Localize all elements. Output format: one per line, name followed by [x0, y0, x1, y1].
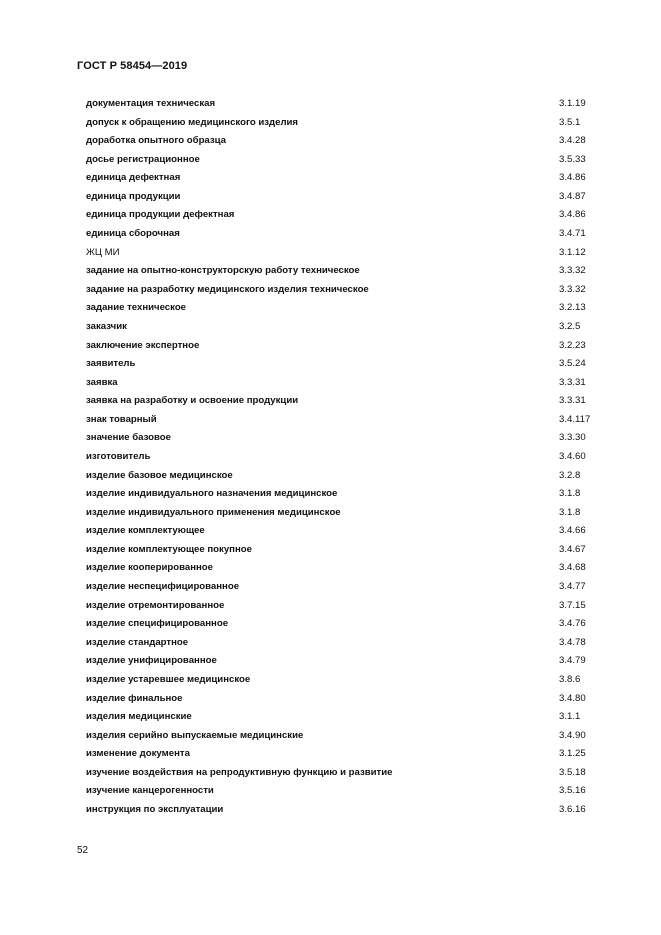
index-reference: 3.1.25 — [559, 748, 586, 760]
index-reference: 3.2.13 — [559, 302, 586, 314]
index-entry — [86, 467, 606, 486]
index-entry — [86, 374, 606, 393]
index-term: изделие отремонтированное — [86, 599, 225, 611]
index-entry — [86, 429, 606, 448]
index-term: доработка опытного образца — [86, 135, 227, 147]
index-term: задание на разработку медицинского изделия техническое — [86, 283, 369, 295]
index-term: изделие базовое медицинское — [86, 469, 233, 481]
index-term: изделие финальное — [86, 692, 183, 704]
index-entry — [86, 485, 606, 504]
index-reference: 3.4.87 — [559, 190, 586, 202]
index-term: изделие комплектующее — [86, 525, 205, 537]
index-term: ЖЦ МИ — [86, 246, 120, 258]
index-entry — [86, 708, 606, 727]
index-reference: 3.4.76 — [559, 618, 586, 630]
index-reference: 3.4.86 — [559, 172, 586, 184]
index-entry — [86, 652, 606, 671]
index-entry — [86, 690, 606, 709]
index-term: единица продукции — [86, 190, 181, 202]
index-term: изделие кооперированное — [86, 562, 213, 574]
index-entry — [86, 634, 606, 653]
index-term: изделия медицинские — [86, 711, 192, 723]
index-reference: 3.1.19 — [559, 98, 586, 109]
index-term: изменение документа — [86, 748, 190, 760]
index-entry — [86, 299, 606, 318]
index-term: изделие устаревшее медицинское — [86, 673, 251, 685]
index-entry — [86, 671, 606, 690]
index-reference: 3.3.30 — [559, 432, 586, 444]
index-reference: 3.1.12 — [559, 246, 586, 258]
index-reference: 3.3.31 — [559, 395, 586, 407]
index-reference: 3.4.71 — [559, 228, 586, 240]
index-term: заявка на разработку и освоение продукции — [86, 395, 299, 407]
index-term: инструкция по эксплуатации — [86, 803, 224, 815]
index-reference: 3.1.8 — [559, 506, 581, 518]
index-entry — [86, 281, 606, 300]
index-entry — [86, 151, 606, 170]
index-term: задание техническое — [86, 302, 187, 314]
index-reference: 3.7.15 — [559, 599, 586, 611]
index-term: допуск к обращению медицинского изделия — [86, 116, 299, 128]
index-reference: 3.5.16 — [559, 785, 586, 797]
index-reference: 3.4.90 — [559, 729, 586, 741]
index-term: изделие неспецифицированное — [86, 581, 240, 593]
index-entry — [86, 782, 606, 801]
index-term: единица продукции дефектная — [86, 209, 235, 221]
index-entry — [86, 206, 606, 225]
index-term: изучение воздействия на репродуктивную функцию и развитие — [86, 766, 393, 778]
index-reference: 3.4.117 — [559, 413, 591, 425]
index-reference: 3.5.18 — [559, 766, 586, 778]
index-term: изделие индивидуального назначения медицинское — [86, 488, 338, 500]
index-reference: 3.4.67 — [559, 543, 586, 555]
index-entry — [86, 578, 606, 597]
index-reference: 3.4.28 — [559, 135, 586, 147]
index-reference: 3.3.32 — [559, 265, 586, 277]
index-term: изделие индивидуального применения медицинское — [86, 506, 341, 518]
index-entry — [86, 262, 606, 281]
index-reference: 3.5.24 — [559, 358, 586, 370]
index-term: заявитель — [86, 358, 136, 370]
index-entry — [86, 132, 606, 151]
index-entry — [86, 188, 606, 207]
index-term: единица дефектная — [86, 172, 181, 184]
index-entry — [86, 727, 606, 746]
index-reference: 3.6.16 — [559, 803, 586, 815]
page-number: 52 — [77, 845, 89, 856]
index-term: изделие стандартное — [86, 636, 189, 648]
index-reference: 3.4.86 — [559, 209, 586, 221]
index-entry — [86, 95, 606, 114]
index-term: изучение канцерогенности — [86, 785, 214, 797]
index-reference: 3.8.6 — [559, 673, 581, 685]
index-reference: 3.5.33 — [559, 153, 586, 165]
index-entry — [86, 114, 606, 133]
index-entry — [86, 411, 606, 430]
index-entry — [86, 337, 606, 356]
index-entry — [86, 745, 606, 764]
index-entry — [86, 801, 606, 820]
index-reference: 3.5.1 — [559, 116, 581, 128]
index-entry — [86, 169, 606, 188]
index-reference: 3.3.31 — [559, 376, 586, 388]
index-reference: 3.4.80 — [559, 692, 586, 704]
index-reference: 3.2.5 — [559, 320, 581, 332]
index-reference: 3.2.23 — [559, 339, 586, 351]
index-entry — [86, 504, 606, 523]
index-term: досье регистрационное — [86, 153, 200, 165]
index-entry — [86, 597, 606, 616]
index-term: единица сборочная — [86, 228, 180, 240]
index-term: знак товарный — [86, 413, 157, 425]
index-reference: 3.1.1 — [559, 711, 581, 723]
index-entry — [86, 541, 606, 560]
index-term: изделие унифицированное — [86, 655, 217, 667]
index-term: задание на опытно-конструкторскую работу техническое — [86, 265, 360, 277]
index-term: заявка — [86, 376, 118, 388]
index-entry — [86, 615, 606, 634]
index-entry — [86, 559, 606, 578]
index-reference: 3.4.79 — [559, 655, 586, 667]
index-entry — [86, 392, 606, 411]
index-term: изделия серийно выпускаемые медицинские — [86, 729, 304, 741]
index-entry — [86, 522, 606, 541]
index-reference: 3.4.66 — [559, 525, 586, 537]
index-term: изделие специфицированное — [86, 618, 229, 630]
index-entry — [86, 355, 606, 374]
index-term: документация техническая — [86, 98, 216, 109]
alphabetical-index — [86, 95, 606, 820]
index-reference: 3.4.60 — [559, 450, 586, 462]
document-header: ГОСТ Р 58454—2019 — [77, 60, 188, 72]
index-reference: 3.4.77 — [559, 581, 586, 593]
index-entry — [86, 448, 606, 467]
index-reference: 3.4.68 — [559, 562, 586, 574]
index-reference: 3.1.8 — [559, 488, 581, 500]
index-entry — [86, 244, 606, 263]
index-entry — [86, 764, 606, 783]
index-term: изделие комплектующее покупное — [86, 543, 252, 555]
index-reference: 3.2.8 — [559, 469, 581, 481]
index-term: заключение экспертное — [86, 339, 200, 351]
index-entry — [86, 225, 606, 244]
index-term: заказчик — [86, 320, 127, 332]
index-entry — [86, 318, 606, 337]
index-term: изготовитель — [86, 450, 151, 462]
index-reference: 3.4.78 — [559, 636, 586, 648]
index-reference: 3.3.32 — [559, 283, 586, 295]
index-term: значение базовое — [86, 432, 171, 444]
